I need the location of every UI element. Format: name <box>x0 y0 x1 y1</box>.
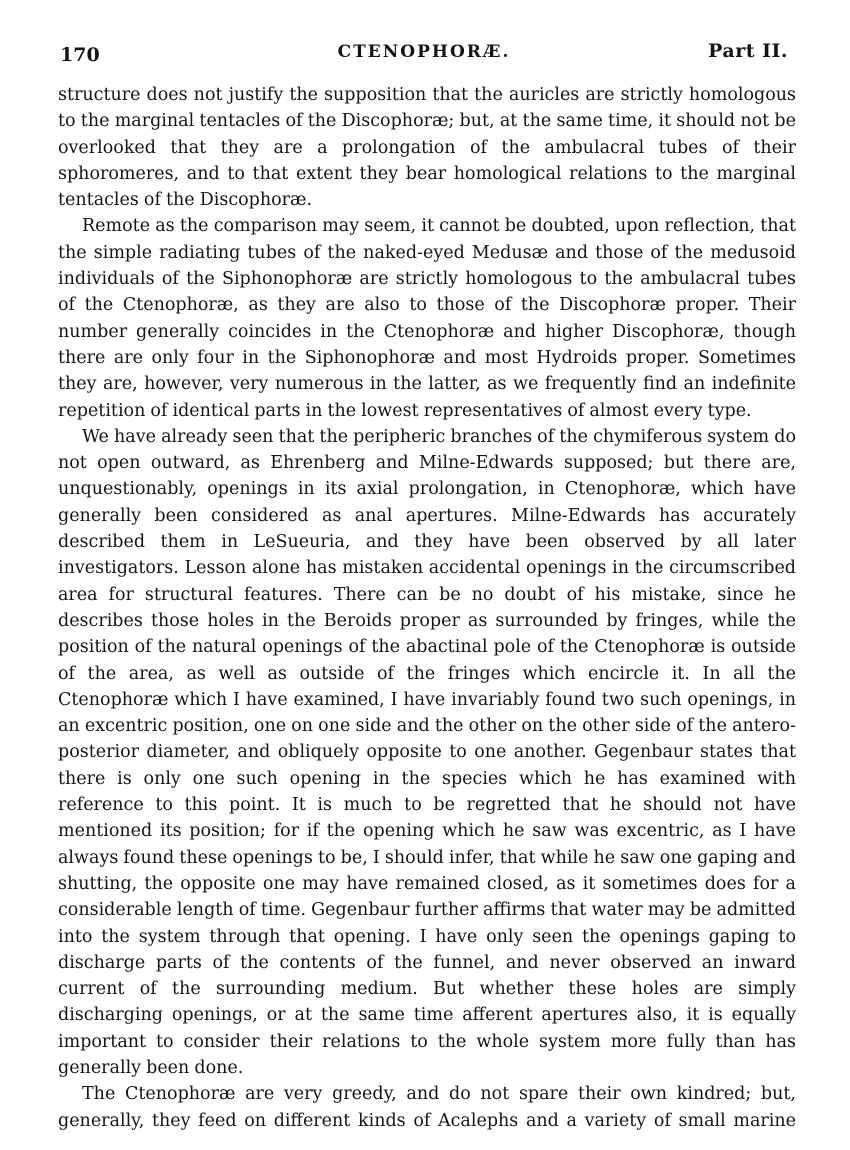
part-label: Part II. <box>708 40 788 62</box>
paragraph-openings: We have already seen that the peripheric branches of the chymiferous system do not open outward, as Ehrenberg and Milne-Edwards supposed; but there are, unquestionably, openings in its axial prolongation, in Ctenophoræ, which have generally been considered as anal apertures. Milne-Edwards has accurately described them in LeSueuria, and they have been observed by all later investigators. Lesson alone has mistaken accidental openings in the circumscribed area for structural features. There can be no doubt of his mistake, since he describes those holes in the Beroids proper as surrounded by fringes, while the position of the natural openings of the abactinal pole of the Ctenophoræ is outside of the area, as well as outside of the fringes which encircle it. In all the Ctenophoræ which I have examined, I have invariably found two such openings, in an excentric position, one on one side and the other on the other side of the antero-posterior diameter, and obliquely opposite to one another. Gegenbaur states that there is only one such opening in the species which he has examined with reference to this point. It is much to be regretted that he should not have mentioned its position; for if the opening which he saw was excentric, as I have always found these openings to be, I should infer, that while he saw one gaping and shutting, the opposite one may have remained closed, as it sometimes does for a considerable length of time. Gegenbaur further affirms that water may be admitted into the system through that opening. I have only seen the openings gaping to discharge parts of the contents of the funnel, and never observed an inward current of the surrounding medium. But whether these holes are simply discharging openings, or at the same time afferent apertures also, it is equally important to consider their relations to the whole system more fully than has generally been done. <box>58 426 796 1078</box>
page-number: 170 <box>60 44 100 66</box>
running-header <box>60 40 788 72</box>
body-text <box>58 82 796 1134</box>
paragraph-remote-comparison: Remote as the comparison may seem, it cannot be doubted, upon reflection, that the simple radiating tubes of the naked-eyed Medusæ and those of the medusoid individuals of the Siphonophoræ are strictly homologous to the ambulacral tubes of the Ctenophoræ, as they are also to those of the Discophoræ proper. Their number generally coincides in the Ctenophoræ and higher Discophoræ, though there are only four in the Siphonophoræ and most Hydroids proper. Sometimes they are, however, very numerous in the latter, as we frequently find an indefinite repetition of identical parts in the lowest representatives of almost every type. <box>58 216 796 421</box>
running-title: CTENOPHORÆ. <box>337 42 511 62</box>
paragraph-feeding: The Ctenophoræ are very greedy, and do not spare their own kindred; but, generally, they feed on different kinds of Acalephs and a variety of small marine <box>58 1084 796 1131</box>
paragraph-continued: structure does not justify the supposition that the auricles are strictly homologous to the marginal tentacles of the Discophoræ; but, at the same time, it should not be overlooked that they are a prolongation of the ambulacral tubes of their sphoromeres, and to that extent they bear homological relations to the marginal tentacles of the Discophoræ. <box>58 85 796 211</box>
